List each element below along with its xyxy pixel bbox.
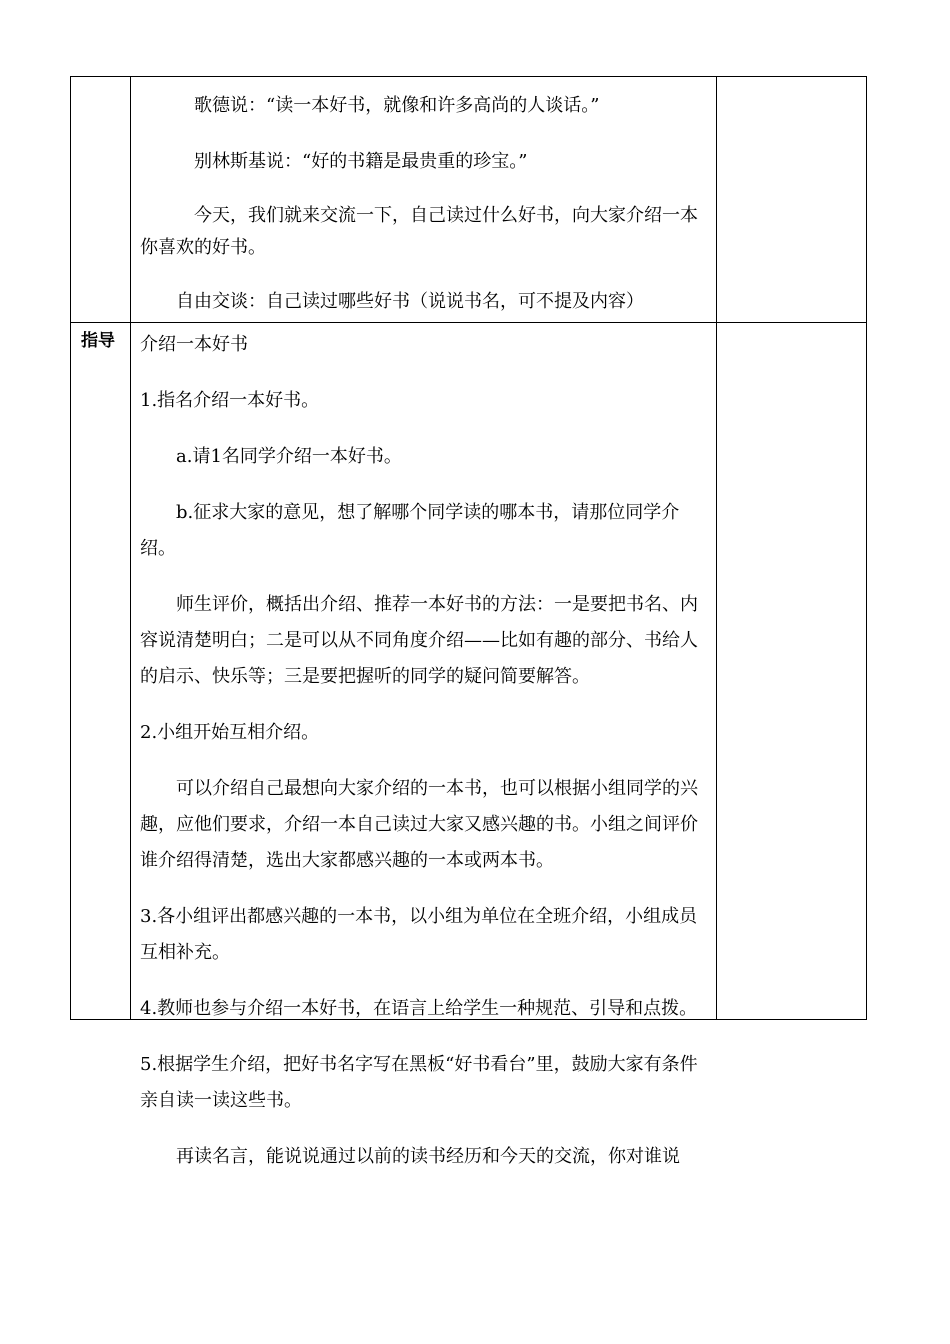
note-cell [717,323,867,1020]
evaluation-paragraph: 师生评价，概括出介绍、推荐一本好书的方法：一是要把书名、内容说清楚明白；二是可以从不同角度介绍——比如有趣的部分、书给人的启示、快乐等；三是要把握听的同学的疑问简要解答。 [140,594,698,687]
step-2: 2.小组开始互相介绍。 [140,722,320,743]
stage-label-cell [71,77,131,323]
free-talk-paragraph: 自由交谈：自己读过哪些好书（说说书名，可不提及内容） [176,291,644,312]
step-5: 5.根据学生介绍，把好书名字写在黑板“好书看台”里，鼓励大家有条件亲自读一读这些书。 [140,1054,698,1111]
reread-quotes-paragraph: 再读名言，能说说通过以前的读书经历和今天的交流，你对谁说 [176,1146,680,1167]
content-cell [131,77,717,323]
table-row [71,323,867,1020]
lesson-plan-table [70,76,867,1167]
step-3: 3.各小组评出都感兴趣的一本书，以小组为单位在全班介绍，小组成员互相补充。 [140,906,698,963]
section-heading: 介绍一本好书 [140,334,248,355]
stage-label: 指导 [81,331,115,351]
quote-belinsky: 别林斯基说：“好的书籍是最贵重的珍宝。” [194,151,528,172]
intro-paragraph: 今天，我们就来交流一下，自己读过什么好书，向大家介绍一本你喜欢的好书。 [140,205,698,258]
step-1a: a.请1名同学介绍一本好书。 [176,446,402,467]
stage-label-cell [71,323,131,1020]
content-cell [131,323,717,1167]
note-cell [717,77,867,323]
step-1: 1.指名介绍一本好书。 [140,390,320,411]
table-row [71,77,867,323]
quote-goethe: 歌德说：“读一本好书，就像和许多高尚的人谈话。” [194,95,600,116]
step-4: 4.教师也参与介绍一本好书，在语言上给学生一种规范、引导和点拨。 [140,998,698,1019]
stage-label [71,77,130,83]
step-2-detail: 可以介绍自己最想向大家介绍的一本书，也可以根据小组同学的兴趣，应他们要求，介绍一本自己读过大家又感兴趣的书。小组之间评价谁介绍得清楚，选出大家都感兴趣的一本或两本书。 [140,778,698,871]
step-1b: b.征求大家的意见，想了解哪个同学读的哪本书，请那位同学介绍。 [140,502,680,559]
